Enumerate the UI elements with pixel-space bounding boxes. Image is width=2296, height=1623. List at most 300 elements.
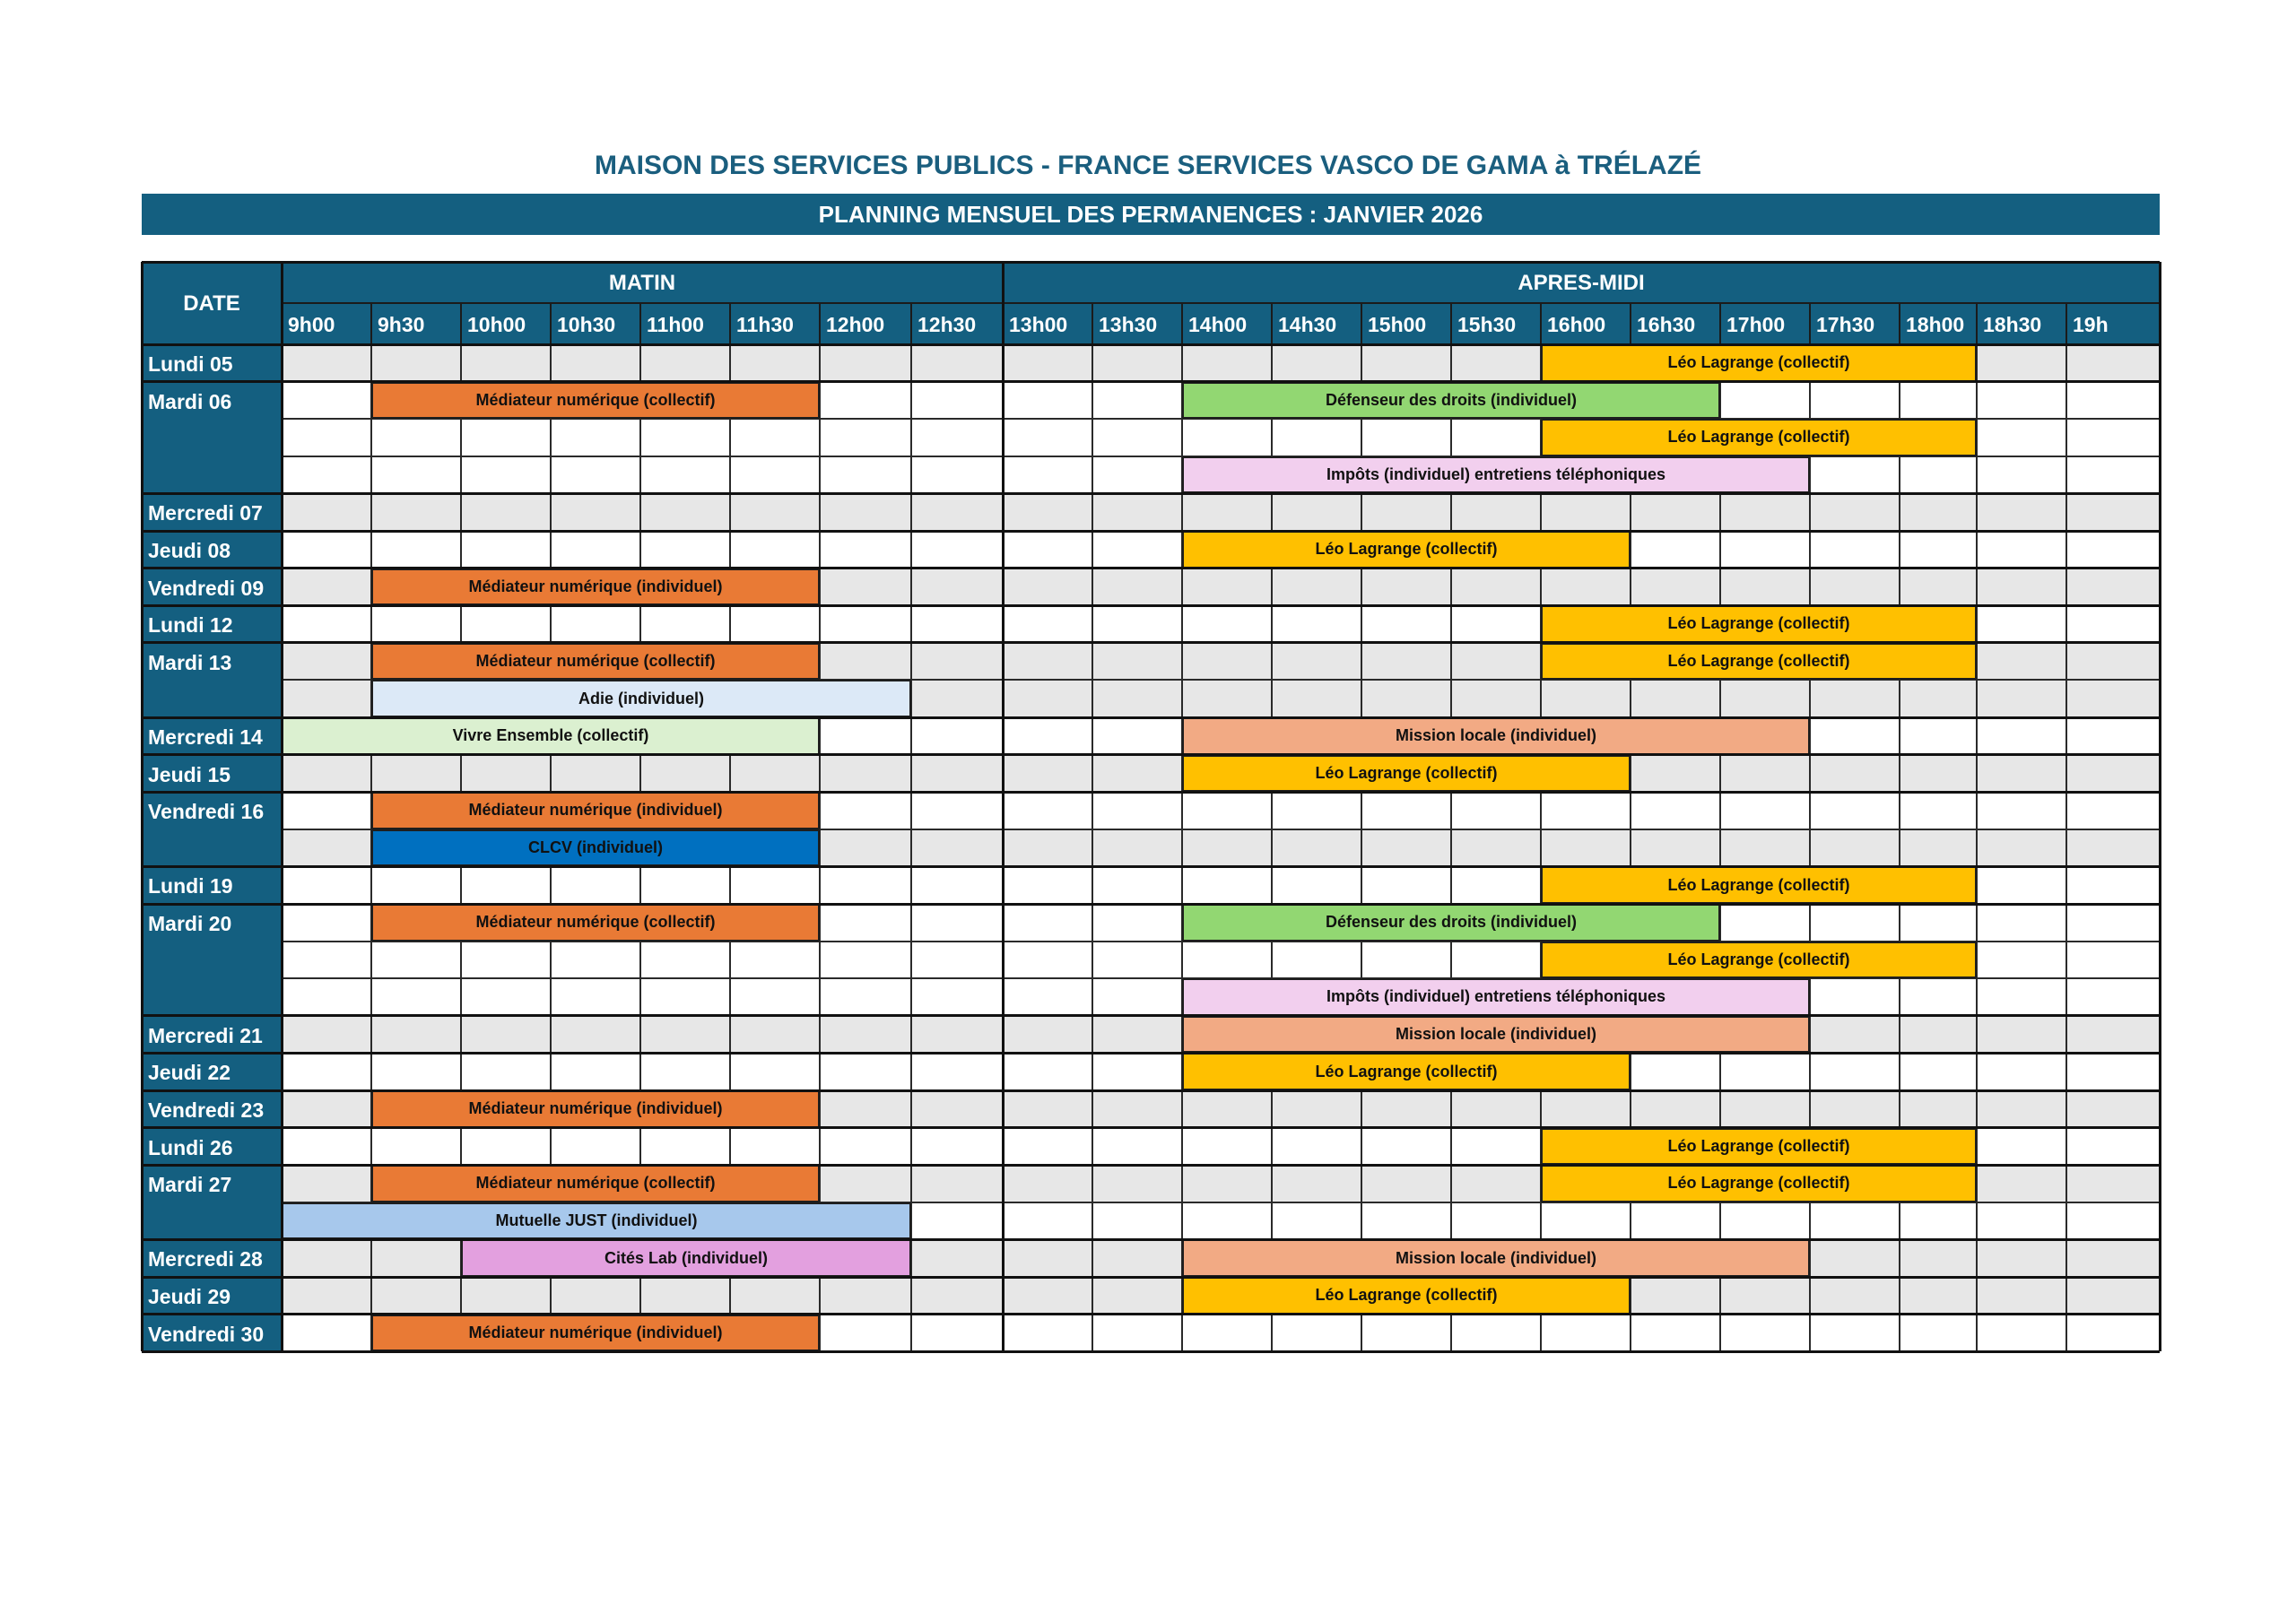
event-block[interactable]: Médiateur numérique (collectif) bbox=[371, 382, 820, 420]
slot-cell[interactable] bbox=[1900, 1016, 1977, 1054]
slot-cell[interactable] bbox=[461, 344, 551, 382]
slot-cell[interactable] bbox=[1900, 1090, 1977, 1128]
slot-cell[interactable] bbox=[1272, 792, 1361, 829]
slot-cell[interactable] bbox=[551, 605, 640, 643]
slot-cell[interactable] bbox=[551, 531, 640, 568]
slot-cell[interactable] bbox=[1451, 829, 1541, 867]
slot-cell[interactable] bbox=[1541, 680, 1631, 717]
slot-cell[interactable] bbox=[282, 1165, 371, 1202]
slot-cell[interactable] bbox=[1541, 1090, 1631, 1128]
slot-cell[interactable] bbox=[1092, 866, 1182, 904]
slot-cell[interactable] bbox=[282, 493, 371, 531]
event-block[interactable]: Médiateur numérique (collectif) bbox=[371, 904, 820, 942]
slot-cell[interactable] bbox=[1900, 904, 1977, 942]
slot-cell[interactable] bbox=[1182, 344, 1272, 382]
slot-cell[interactable] bbox=[1720, 382, 1810, 420]
slot-cell[interactable] bbox=[1900, 1202, 1977, 1240]
slot-cell[interactable] bbox=[640, 1277, 730, 1315]
slot-cell[interactable] bbox=[461, 531, 551, 568]
slot-cell[interactable] bbox=[282, 829, 371, 867]
slot-cell[interactable] bbox=[1900, 792, 1977, 829]
slot-cell[interactable] bbox=[2066, 942, 2160, 979]
slot-cell[interactable] bbox=[820, 942, 911, 979]
slot-cell[interactable] bbox=[2066, 1090, 2160, 1128]
slot-cell[interactable] bbox=[1720, 1090, 1810, 1128]
slot-cell[interactable] bbox=[1092, 1277, 1182, 1315]
slot-cell[interactable] bbox=[1361, 829, 1451, 867]
slot-cell[interactable] bbox=[1810, 680, 1900, 717]
slot-cell[interactable] bbox=[1977, 1165, 2066, 1202]
slot-cell[interactable] bbox=[820, 1165, 911, 1202]
slot-cell[interactable] bbox=[820, 1315, 911, 1352]
slot-cell[interactable] bbox=[1977, 942, 2066, 979]
slot-cell[interactable] bbox=[1003, 1202, 1092, 1240]
event-block[interactable]: Léo Lagrange (collectif) bbox=[1541, 1165, 1977, 1202]
slot-cell[interactable] bbox=[1182, 942, 1272, 979]
slot-cell[interactable] bbox=[1182, 643, 1272, 681]
slot-cell[interactable] bbox=[1361, 1202, 1451, 1240]
slot-cell[interactable] bbox=[911, 605, 1003, 643]
slot-cell[interactable] bbox=[1003, 680, 1092, 717]
slot-cell[interactable] bbox=[820, 493, 911, 531]
slot-cell[interactable] bbox=[1003, 866, 1092, 904]
slot-cell[interactable] bbox=[911, 1315, 1003, 1352]
slot-cell[interactable] bbox=[551, 1053, 640, 1090]
slot-cell[interactable] bbox=[1977, 531, 2066, 568]
slot-cell[interactable] bbox=[640, 978, 730, 1016]
slot-cell[interactable] bbox=[2066, 456, 2160, 494]
slot-cell[interactable] bbox=[551, 456, 640, 494]
event-block[interactable]: Léo Lagrange (collectif) bbox=[1541, 643, 1977, 681]
slot-cell[interactable] bbox=[282, 1016, 371, 1054]
slot-cell[interactable] bbox=[640, 1053, 730, 1090]
event-block[interactable]: Mission locale (individuel) bbox=[1182, 717, 1810, 755]
slot-cell[interactable] bbox=[2066, 792, 2160, 829]
slot-cell[interactable] bbox=[911, 829, 1003, 867]
slot-cell[interactable] bbox=[1631, 1090, 1720, 1128]
slot-cell[interactable] bbox=[282, 382, 371, 420]
slot-cell[interactable] bbox=[1092, 942, 1182, 979]
slot-cell[interactable] bbox=[1272, 829, 1361, 867]
slot-cell[interactable] bbox=[1451, 942, 1541, 979]
slot-cell[interactable] bbox=[282, 942, 371, 979]
event-block[interactable]: Léo Lagrange (collectif) bbox=[1541, 344, 1977, 382]
event-block[interactable]: Médiateur numérique (individuel) bbox=[371, 1090, 820, 1128]
slot-cell[interactable] bbox=[2066, 1277, 2160, 1315]
slot-cell[interactable] bbox=[820, 456, 911, 494]
slot-cell[interactable] bbox=[1977, 978, 2066, 1016]
slot-cell[interactable] bbox=[1977, 456, 2066, 494]
slot-cell[interactable] bbox=[1977, 717, 2066, 755]
slot-cell[interactable] bbox=[1092, 344, 1182, 382]
slot-cell[interactable] bbox=[551, 942, 640, 979]
slot-cell[interactable] bbox=[1003, 1016, 1092, 1054]
event-block[interactable]: Médiateur numérique (collectif) bbox=[371, 1165, 820, 1202]
slot-cell[interactable] bbox=[1182, 866, 1272, 904]
slot-cell[interactable] bbox=[1541, 493, 1631, 531]
slot-cell[interactable] bbox=[1977, 643, 2066, 681]
slot-cell[interactable] bbox=[1361, 493, 1451, 531]
slot-cell[interactable] bbox=[911, 1016, 1003, 1054]
slot-cell[interactable] bbox=[282, 755, 371, 793]
slot-cell[interactable] bbox=[282, 792, 371, 829]
slot-cell[interactable] bbox=[1003, 493, 1092, 531]
slot-cell[interactable] bbox=[1900, 755, 1977, 793]
event-block[interactable]: Adie (individuel) bbox=[371, 680, 911, 717]
slot-cell[interactable] bbox=[1451, 1165, 1541, 1202]
slot-cell[interactable] bbox=[2066, 1128, 2160, 1166]
slot-cell[interactable] bbox=[1272, 1165, 1361, 1202]
slot-cell[interactable] bbox=[640, 1016, 730, 1054]
event-block[interactable]: Médiateur numérique (individuel) bbox=[371, 792, 820, 829]
slot-cell[interactable] bbox=[461, 755, 551, 793]
slot-cell[interactable] bbox=[911, 493, 1003, 531]
slot-cell[interactable] bbox=[1272, 942, 1361, 979]
slot-cell[interactable] bbox=[1272, 568, 1361, 606]
slot-cell[interactable] bbox=[1900, 493, 1977, 531]
slot-cell[interactable] bbox=[1092, 456, 1182, 494]
slot-cell[interactable] bbox=[1720, 1053, 1810, 1090]
slot-cell[interactable] bbox=[640, 344, 730, 382]
slot-cell[interactable] bbox=[1900, 1053, 1977, 1090]
slot-cell[interactable] bbox=[820, 866, 911, 904]
slot-cell[interactable] bbox=[461, 1016, 551, 1054]
slot-cell[interactable] bbox=[1720, 1315, 1810, 1352]
slot-cell[interactable] bbox=[1541, 829, 1631, 867]
slot-cell[interactable] bbox=[371, 1239, 461, 1277]
event-block[interactable]: Médiateur numérique (individuel) bbox=[371, 1315, 820, 1352]
slot-cell[interactable] bbox=[461, 978, 551, 1016]
event-block[interactable]: Cités Lab (individuel) bbox=[461, 1239, 911, 1277]
slot-cell[interactable] bbox=[1182, 1090, 1272, 1128]
slot-cell[interactable] bbox=[1182, 680, 1272, 717]
slot-cell[interactable] bbox=[1003, 1315, 1092, 1352]
slot-cell[interactable] bbox=[461, 605, 551, 643]
slot-cell[interactable] bbox=[371, 531, 461, 568]
slot-cell[interactable] bbox=[1361, 1315, 1451, 1352]
slot-cell[interactable] bbox=[371, 1016, 461, 1054]
slot-cell[interactable] bbox=[730, 866, 820, 904]
slot-cell[interactable] bbox=[1451, 643, 1541, 681]
slot-cell[interactable] bbox=[2066, 866, 2160, 904]
slot-cell[interactable] bbox=[1451, 1202, 1541, 1240]
slot-cell[interactable] bbox=[1182, 1128, 1272, 1166]
slot-cell[interactable] bbox=[371, 755, 461, 793]
slot-cell[interactable] bbox=[820, 419, 911, 456]
slot-cell[interactable] bbox=[1451, 792, 1541, 829]
slot-cell[interactable] bbox=[2066, 1239, 2160, 1277]
slot-cell[interactable] bbox=[911, 755, 1003, 793]
slot-cell[interactable] bbox=[1631, 1053, 1720, 1090]
slot-cell[interactable] bbox=[640, 493, 730, 531]
slot-cell[interactable] bbox=[282, 605, 371, 643]
slot-cell[interactable] bbox=[911, 1165, 1003, 1202]
slot-cell[interactable] bbox=[820, 755, 911, 793]
slot-cell[interactable] bbox=[1810, 904, 1900, 942]
slot-cell[interactable] bbox=[2066, 382, 2160, 420]
slot-cell[interactable] bbox=[730, 1053, 820, 1090]
slot-cell[interactable] bbox=[1092, 792, 1182, 829]
slot-cell[interactable] bbox=[1810, 1016, 1900, 1054]
slot-cell[interactable] bbox=[820, 344, 911, 382]
slot-cell[interactable] bbox=[911, 1053, 1003, 1090]
slot-cell[interactable] bbox=[1810, 1239, 1900, 1277]
slot-cell[interactable] bbox=[1361, 1090, 1451, 1128]
slot-cell[interactable] bbox=[282, 1277, 371, 1315]
slot-cell[interactable] bbox=[1272, 1128, 1361, 1166]
slot-cell[interactable] bbox=[1092, 1165, 1182, 1202]
slot-cell[interactable] bbox=[1003, 1128, 1092, 1166]
slot-cell[interactable] bbox=[911, 1202, 1003, 1240]
slot-cell[interactable] bbox=[461, 456, 551, 494]
slot-cell[interactable] bbox=[1977, 1315, 2066, 1352]
slot-cell[interactable] bbox=[1977, 419, 2066, 456]
slot-cell[interactable] bbox=[282, 419, 371, 456]
event-block[interactable]: Léo Lagrange (collectif) bbox=[1182, 1053, 1631, 1090]
slot-cell[interactable] bbox=[1451, 680, 1541, 717]
slot-cell[interactable] bbox=[1272, 643, 1361, 681]
slot-cell[interactable] bbox=[1451, 344, 1541, 382]
slot-cell[interactable] bbox=[1810, 978, 1900, 1016]
slot-cell[interactable] bbox=[640, 419, 730, 456]
slot-cell[interactable] bbox=[371, 493, 461, 531]
slot-cell[interactable] bbox=[282, 568, 371, 606]
slot-cell[interactable] bbox=[1541, 1315, 1631, 1352]
slot-cell[interactable] bbox=[1272, 866, 1361, 904]
slot-cell[interactable] bbox=[911, 904, 1003, 942]
slot-cell[interactable] bbox=[730, 605, 820, 643]
slot-cell[interactable] bbox=[1977, 1128, 2066, 1166]
slot-cell[interactable] bbox=[1541, 1202, 1631, 1240]
slot-cell[interactable] bbox=[1631, 1315, 1720, 1352]
slot-cell[interactable] bbox=[1003, 568, 1092, 606]
slot-cell[interactable] bbox=[1092, 382, 1182, 420]
slot-cell[interactable] bbox=[1092, 531, 1182, 568]
slot-cell[interactable] bbox=[1977, 1090, 2066, 1128]
slot-cell[interactable] bbox=[461, 1277, 551, 1315]
slot-cell[interactable] bbox=[2066, 568, 2160, 606]
slot-cell[interactable] bbox=[640, 755, 730, 793]
slot-cell[interactable] bbox=[2066, 904, 2160, 942]
slot-cell[interactable] bbox=[2066, 1016, 2160, 1054]
slot-cell[interactable] bbox=[551, 755, 640, 793]
slot-cell[interactable] bbox=[911, 942, 1003, 979]
slot-cell[interactable] bbox=[1720, 568, 1810, 606]
slot-cell[interactable] bbox=[1361, 605, 1451, 643]
slot-cell[interactable] bbox=[1720, 1277, 1810, 1315]
slot-cell[interactable] bbox=[820, 1016, 911, 1054]
slot-cell[interactable] bbox=[282, 1128, 371, 1166]
slot-cell[interactable] bbox=[911, 866, 1003, 904]
slot-cell[interactable] bbox=[911, 531, 1003, 568]
slot-cell[interactable] bbox=[1900, 568, 1977, 606]
slot-cell[interactable] bbox=[1182, 1202, 1272, 1240]
slot-cell[interactable] bbox=[820, 643, 911, 681]
slot-cell[interactable] bbox=[461, 493, 551, 531]
slot-cell[interactable] bbox=[461, 1128, 551, 1166]
slot-cell[interactable] bbox=[820, 792, 911, 829]
slot-cell[interactable] bbox=[2066, 344, 2160, 382]
slot-cell[interactable] bbox=[1810, 456, 1900, 494]
slot-cell[interactable] bbox=[1451, 568, 1541, 606]
slot-cell[interactable] bbox=[1003, 978, 1092, 1016]
slot-cell[interactable] bbox=[1810, 1090, 1900, 1128]
slot-cell[interactable] bbox=[1003, 755, 1092, 793]
slot-cell[interactable] bbox=[2066, 493, 2160, 531]
slot-cell[interactable] bbox=[1900, 456, 1977, 494]
slot-cell[interactable] bbox=[282, 1090, 371, 1128]
event-block[interactable]: Léo Lagrange (collectif) bbox=[1182, 1277, 1631, 1315]
slot-cell[interactable] bbox=[1977, 755, 2066, 793]
slot-cell[interactable] bbox=[1451, 1315, 1541, 1352]
slot-cell[interactable] bbox=[1003, 1239, 1092, 1277]
slot-cell[interactable] bbox=[1977, 1239, 2066, 1277]
slot-cell[interactable] bbox=[911, 1277, 1003, 1315]
slot-cell[interactable] bbox=[1977, 866, 2066, 904]
slot-cell[interactable] bbox=[1810, 1315, 1900, 1352]
slot-cell[interactable] bbox=[1900, 1239, 1977, 1277]
event-block[interactable]: Mission locale (individuel) bbox=[1182, 1016, 1810, 1054]
slot-cell[interactable] bbox=[820, 531, 911, 568]
slot-cell[interactable] bbox=[1003, 456, 1092, 494]
slot-cell[interactable] bbox=[1977, 1053, 2066, 1090]
slot-cell[interactable] bbox=[820, 605, 911, 643]
event-block[interactable]: Défenseur des droits (individuel) bbox=[1182, 904, 1720, 942]
slot-cell[interactable] bbox=[1451, 1128, 1541, 1166]
slot-cell[interactable] bbox=[461, 866, 551, 904]
slot-cell[interactable] bbox=[371, 1128, 461, 1166]
slot-cell[interactable] bbox=[1720, 755, 1810, 793]
slot-cell[interactable] bbox=[1092, 1239, 1182, 1277]
slot-cell[interactable] bbox=[1361, 942, 1451, 979]
slot-cell[interactable] bbox=[1631, 531, 1720, 568]
slot-cell[interactable] bbox=[1003, 717, 1092, 755]
slot-cell[interactable] bbox=[282, 866, 371, 904]
slot-cell[interactable] bbox=[1977, 605, 2066, 643]
slot-cell[interactable] bbox=[1541, 792, 1631, 829]
slot-cell[interactable] bbox=[1003, 904, 1092, 942]
slot-cell[interactable] bbox=[282, 1315, 371, 1352]
slot-cell[interactable] bbox=[1092, 755, 1182, 793]
slot-cell[interactable] bbox=[1977, 344, 2066, 382]
slot-cell[interactable] bbox=[1720, 904, 1810, 942]
slot-cell[interactable] bbox=[2066, 1315, 2160, 1352]
slot-cell[interactable] bbox=[2066, 1165, 2160, 1202]
slot-cell[interactable] bbox=[282, 531, 371, 568]
slot-cell[interactable] bbox=[1182, 419, 1272, 456]
slot-cell[interactable] bbox=[1720, 680, 1810, 717]
slot-cell[interactable] bbox=[1361, 1165, 1451, 1202]
event-block[interactable]: Léo Lagrange (collectif) bbox=[1182, 531, 1631, 568]
slot-cell[interactable] bbox=[820, 1128, 911, 1166]
event-block[interactable]: Léo Lagrange (collectif) bbox=[1541, 1128, 1977, 1166]
slot-cell[interactable] bbox=[1092, 978, 1182, 1016]
slot-cell[interactable] bbox=[282, 680, 371, 717]
slot-cell[interactable] bbox=[820, 1090, 911, 1128]
slot-cell[interactable] bbox=[1541, 568, 1631, 606]
slot-cell[interactable] bbox=[911, 792, 1003, 829]
slot-cell[interactable] bbox=[640, 531, 730, 568]
slot-cell[interactable] bbox=[1631, 755, 1720, 793]
slot-cell[interactable] bbox=[1182, 792, 1272, 829]
slot-cell[interactable] bbox=[1182, 605, 1272, 643]
slot-cell[interactable] bbox=[1003, 382, 1092, 420]
slot-cell[interactable] bbox=[1977, 382, 2066, 420]
slot-cell[interactable] bbox=[371, 1277, 461, 1315]
event-block[interactable]: Médiateur numérique (individuel) bbox=[371, 568, 820, 606]
slot-cell[interactable] bbox=[1003, 1165, 1092, 1202]
slot-cell[interactable] bbox=[1092, 1053, 1182, 1090]
slot-cell[interactable] bbox=[282, 904, 371, 942]
slot-cell[interactable] bbox=[2066, 829, 2160, 867]
slot-cell[interactable] bbox=[1631, 568, 1720, 606]
slot-cell[interactable] bbox=[911, 1090, 1003, 1128]
slot-cell[interactable] bbox=[1272, 419, 1361, 456]
slot-cell[interactable] bbox=[551, 493, 640, 531]
slot-cell[interactable] bbox=[282, 456, 371, 494]
slot-cell[interactable] bbox=[1810, 1202, 1900, 1240]
slot-cell[interactable] bbox=[820, 904, 911, 942]
slot-cell[interactable] bbox=[1092, 1315, 1182, 1352]
slot-cell[interactable] bbox=[1810, 382, 1900, 420]
slot-cell[interactable] bbox=[371, 605, 461, 643]
slot-cell[interactable] bbox=[1361, 1128, 1451, 1166]
slot-cell[interactable] bbox=[371, 1053, 461, 1090]
event-block[interactable]: Mutuelle JUST (individuel) bbox=[282, 1202, 911, 1240]
slot-cell[interactable] bbox=[1272, 1090, 1361, 1128]
slot-cell[interactable] bbox=[1272, 1202, 1361, 1240]
slot-cell[interactable] bbox=[1361, 344, 1451, 382]
slot-cell[interactable] bbox=[1631, 680, 1720, 717]
slot-cell[interactable] bbox=[1977, 904, 2066, 942]
slot-cell[interactable] bbox=[911, 1128, 1003, 1166]
event-block[interactable]: Impôts (individuel) entretiens téléphoniques bbox=[1182, 978, 1810, 1016]
slot-cell[interactable] bbox=[640, 456, 730, 494]
event-block[interactable]: Léo Lagrange (collectif) bbox=[1541, 605, 1977, 643]
slot-cell[interactable] bbox=[461, 419, 551, 456]
slot-cell[interactable] bbox=[1451, 605, 1541, 643]
slot-cell[interactable] bbox=[820, 1053, 911, 1090]
slot-cell[interactable] bbox=[1182, 829, 1272, 867]
slot-cell[interactable] bbox=[1003, 531, 1092, 568]
slot-cell[interactable] bbox=[911, 419, 1003, 456]
slot-cell[interactable] bbox=[911, 1239, 1003, 1277]
slot-cell[interactable] bbox=[1810, 1053, 1900, 1090]
event-block[interactable]: Impôts (individuel) entretiens téléphoniques bbox=[1182, 456, 1810, 494]
slot-cell[interactable] bbox=[1720, 493, 1810, 531]
slot-cell[interactable] bbox=[1900, 829, 1977, 867]
slot-cell[interactable] bbox=[282, 643, 371, 681]
slot-cell[interactable] bbox=[1810, 493, 1900, 531]
event-block[interactable]: CLCV (individuel) bbox=[371, 829, 820, 867]
slot-cell[interactable] bbox=[461, 942, 551, 979]
slot-cell[interactable] bbox=[1361, 866, 1451, 904]
slot-cell[interactable] bbox=[1182, 568, 1272, 606]
slot-cell[interactable] bbox=[371, 942, 461, 979]
slot-cell[interactable] bbox=[730, 493, 820, 531]
slot-cell[interactable] bbox=[730, 344, 820, 382]
slot-cell[interactable] bbox=[1272, 493, 1361, 531]
slot-cell[interactable] bbox=[1977, 792, 2066, 829]
slot-cell[interactable] bbox=[640, 942, 730, 979]
slot-cell[interactable] bbox=[1977, 829, 2066, 867]
slot-cell[interactable] bbox=[1092, 1128, 1182, 1166]
slot-cell[interactable] bbox=[820, 382, 911, 420]
slot-cell[interactable] bbox=[1900, 680, 1977, 717]
slot-cell[interactable] bbox=[1092, 605, 1182, 643]
slot-cell[interactable] bbox=[2066, 717, 2160, 755]
slot-cell[interactable] bbox=[1092, 680, 1182, 717]
